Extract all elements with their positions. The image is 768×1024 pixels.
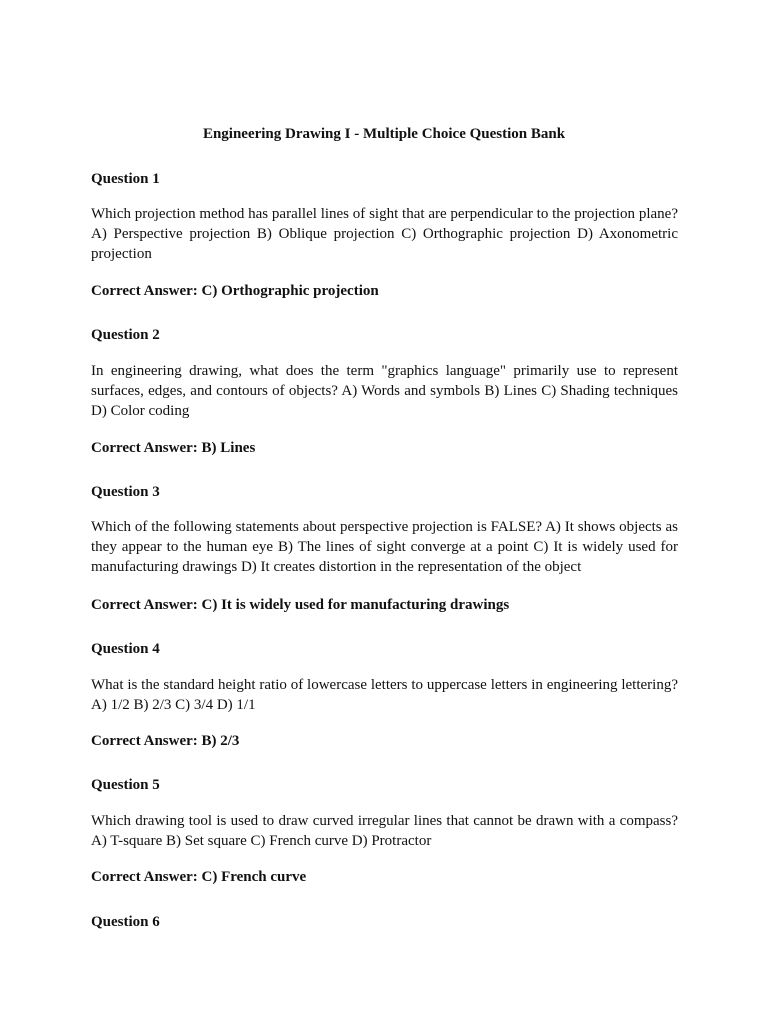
question-3-heading: Question 3 [91,484,160,500]
question-1-heading: Question 1 [91,171,160,187]
document-title: Engineering Drawing I - Multiple Choice Question Bank [202,126,566,142]
question-2-answer: Correct Answer: B) Lines [91,440,256,456]
question-2-text: In engineering drawing, what does the term "graphics language" primarily use to represent surfaces, edges, and contours of objects? A) Words and symbols B) Lines C) Shading techniques D) Color coding [91,363,678,419]
question-5-text: Which drawing tool is used to draw curved irregular lines that cannot be drawn with a compass? A) T-square B) Set square C) French curve D) Protractor [91,813,678,849]
question-5-heading: Question 5 [91,777,160,793]
question-1-answer: Correct Answer: C) Orthographic projection [91,283,379,299]
question-4-answer: Correct Answer: B) 2/3 [91,733,240,749]
question-4-text: What is the standard height ratio of lowercase letters to uppercase letters in engineering lettering? A) 1/2 B) 2/3 C) 3/4 D) 1/1 [91,677,678,713]
question-1-text: Which projection method has parallel lines of sight that are perpendicular to the projection plane? A) Perspective projection B) Oblique projection C) Orthographic projection D) Axonometric projection [91,206,678,262]
question-6-heading: Question 6 [91,914,160,930]
question-2-heading: Question 2 [91,327,160,343]
question-5-answer: Correct Answer: C) French curve [91,869,307,885]
question-3-answer: Correct Answer: C) It is widely used for manufacturing drawings [91,597,510,613]
question-4-heading: Question 4 [91,641,160,657]
question-3-text: Which of the following statements about perspective projection is FALSE? A) It shows objects as they appear to the human eye B) The lines of sight converge at a point C) It is widely used for manufacturing drawings D) It creates distortion in the representation of the object [91,519,678,575]
